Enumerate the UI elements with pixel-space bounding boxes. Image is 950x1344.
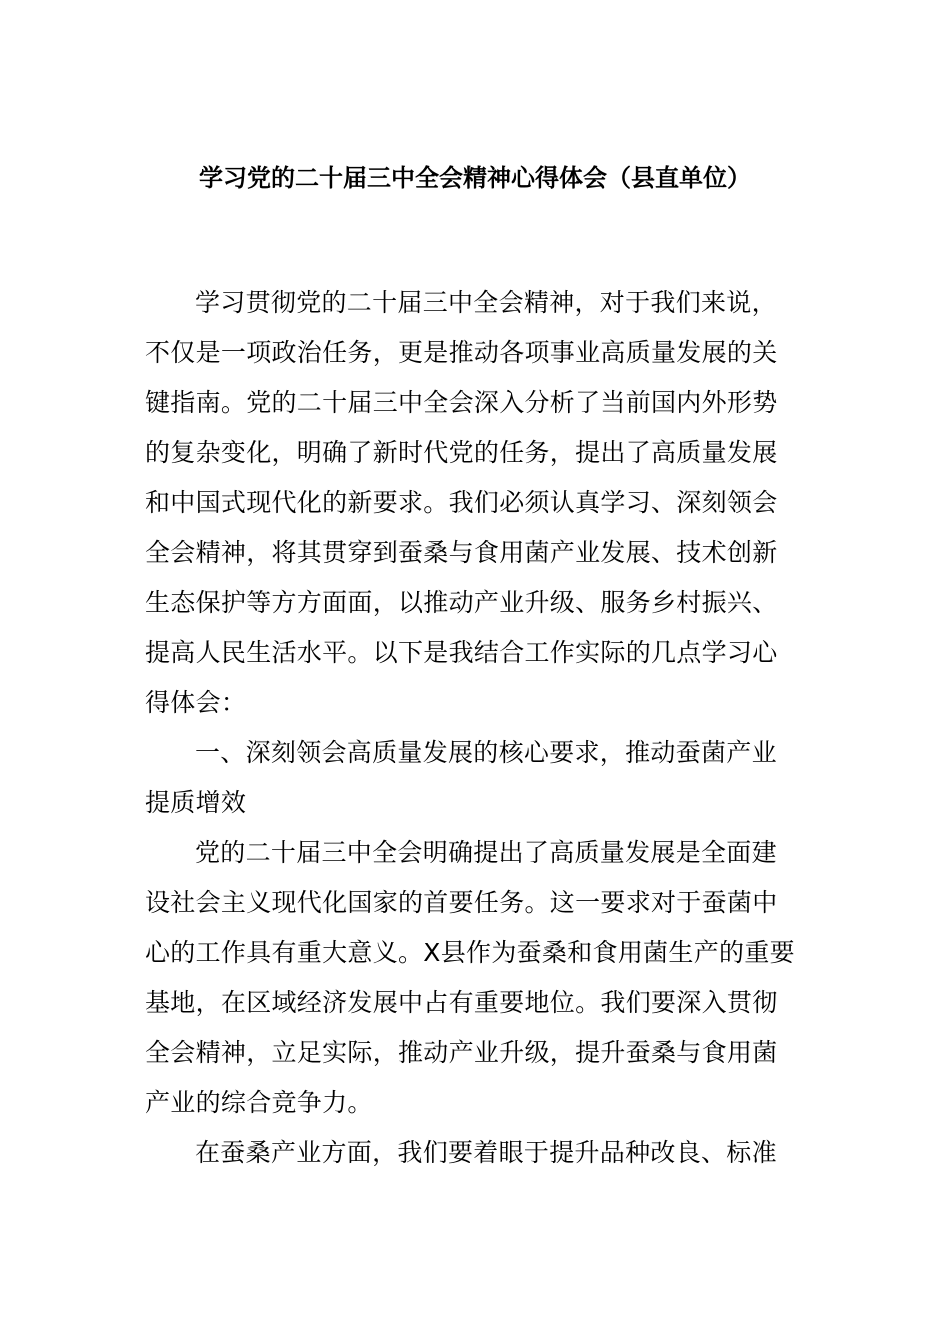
text-line: 生态保护等方方面面，以推动产业升级、服务乡村振兴、 xyxy=(145,588,778,617)
text-line: 全会精神，立足实际，推动产业升级，提升蚕桑与食用菌 xyxy=(145,1038,778,1067)
text-line: 的复杂变化，明确了新时代党的任务，提出了高质量发展 xyxy=(145,438,778,467)
text-line: 全会精神，将其贯穿到蚕桑与食用菌产业发展、技术创新 xyxy=(145,538,778,567)
text-line: 基地，在区域经济发展中占有重要地位。我们要深入贯彻 xyxy=(145,988,778,1017)
text-line: 产业的综合竞争力。 xyxy=(145,1088,373,1117)
text-line: 一、深刻领会高质量发展的核心要求，推动蚕菌产业 xyxy=(195,738,777,767)
text-line: 和中国式现代化的新要求。我们必须认真学习、深刻领会 xyxy=(145,488,778,517)
text-line: 键指南。党的二十届三中全会深入分析了当前国内外形势 xyxy=(145,388,778,417)
text-line: 学习贯彻党的二十届三中全会精神，对于我们来说， xyxy=(195,288,777,317)
document-title: 学习党的二十届三中全会精神心得体会（县直单位） xyxy=(199,164,751,192)
text-line: 党的二十届三中全会明确提出了高质量发展是全面建 xyxy=(195,838,777,867)
document-body xyxy=(145,278,807,1178)
text-line: 在蚕桑产业方面，我们要着眼于提升品种改良、标准 xyxy=(195,1138,777,1167)
text-line: 不仅是一项政治任务，更是推动各项事业高质量发展的关 xyxy=(145,338,778,367)
text-line: 提质增效 xyxy=(145,788,247,817)
text-line: 设社会主义现代化国家的首要任务。这一要求对于蚕菌中 xyxy=(145,888,778,917)
text-line: 得体会： xyxy=(145,688,247,717)
text-line: 提高人民生活水平。以下是我结合工作实际的几点学习心 xyxy=(145,638,778,667)
text-line: 心的工作具有重大意义。X县作为蚕桑和食用菌生产的重要 xyxy=(145,938,795,967)
